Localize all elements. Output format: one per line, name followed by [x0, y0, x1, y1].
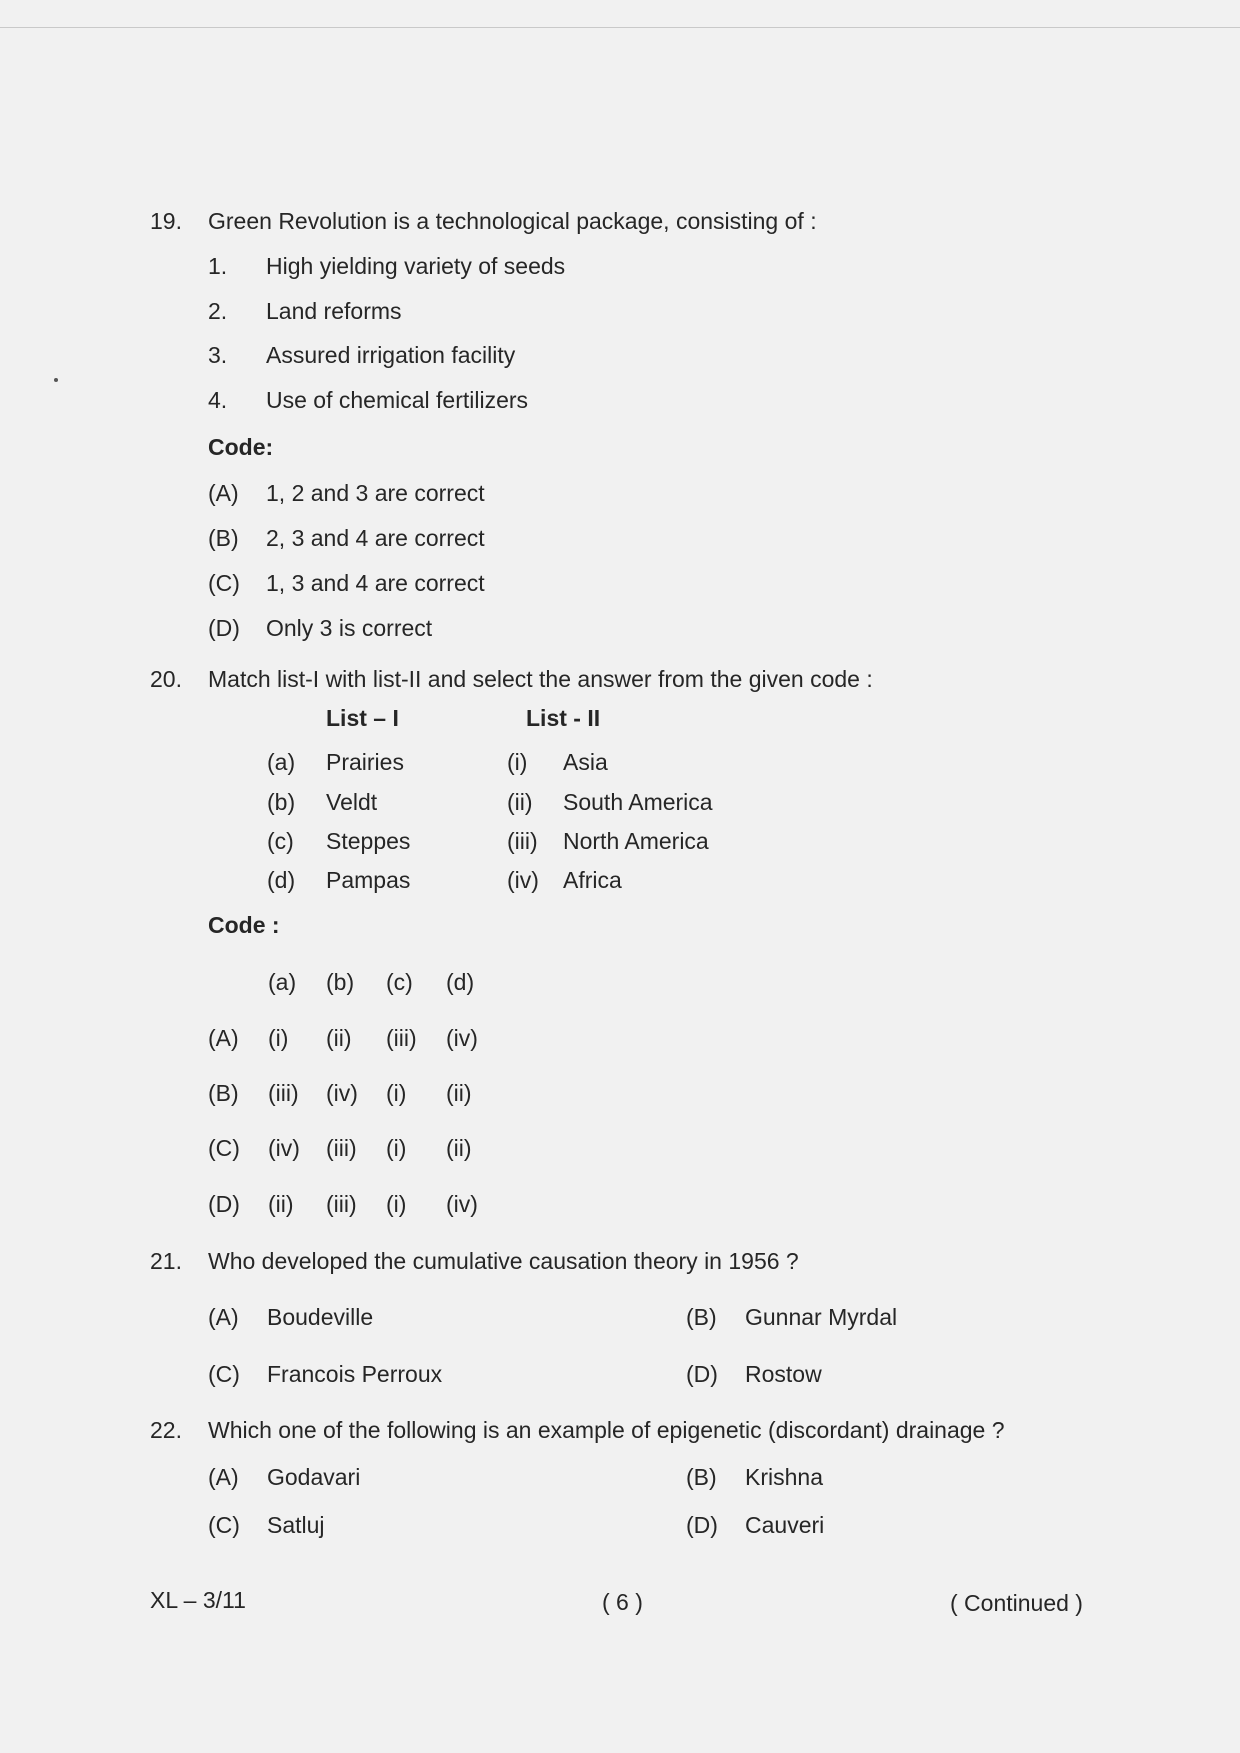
match-row-list2: Africa	[563, 867, 622, 893]
match-row-list2: North America	[563, 828, 709, 854]
question-text: Match list-I with list-II and select the answer from the given code :	[208, 666, 873, 692]
code-cell: (i)	[386, 1080, 407, 1106]
code-cell: (ii)	[446, 1080, 472, 1106]
match-row-list1: Steppes	[326, 828, 411, 854]
option-key: (C)	[208, 570, 240, 596]
code-cell: (ii)	[268, 1191, 294, 1217]
match-row-key: (b)	[267, 789, 296, 815]
option-text: Satluj	[267, 1512, 325, 1538]
list-item-text: Land reforms	[266, 298, 402, 324]
match-row-list1: Pampas	[326, 867, 411, 893]
option-key: (B)	[686, 1304, 717, 1330]
option-key: (D)	[686, 1512, 718, 1538]
paper-code: XL – 3/11	[150, 1587, 246, 1613]
code-row-key: (C)	[208, 1135, 240, 1161]
question-number: 21.	[150, 1248, 182, 1274]
option-text: Cauveri	[745, 1512, 825, 1538]
code-cell: (iv)	[326, 1080, 358, 1106]
option-text: Rostow	[745, 1361, 822, 1387]
option-text: Only 3 is correct	[266, 615, 433, 641]
code-header-cell: (a)	[268, 969, 297, 995]
match-row-roman: (i)	[507, 749, 528, 775]
code-row-key: (B)	[208, 1080, 239, 1106]
code-cell: (iv)	[446, 1025, 478, 1051]
question-number: 20.	[150, 666, 182, 692]
code-cell: (i)	[386, 1191, 407, 1217]
option-text: Gunnar Myrdal	[745, 1304, 898, 1330]
match-row-key: (a)	[267, 749, 296, 775]
option-key: (A)	[208, 480, 239, 506]
code-header-cell: (b)	[326, 969, 355, 995]
code-cell: (iii)	[326, 1191, 357, 1217]
match-row-list2: South America	[563, 789, 713, 815]
option-text: Godavari	[267, 1464, 361, 1490]
option-text: Francois Perroux	[267, 1361, 443, 1387]
code-cell: (iii)	[268, 1080, 299, 1106]
code-cell: (iv)	[446, 1191, 478, 1217]
question-number: 22.	[150, 1417, 182, 1443]
option-text: 2, 3 and 4 are correct	[266, 525, 485, 551]
question-text: Green Revolution is a technological package, consisting of :	[208, 208, 817, 234]
option-key: (C)	[208, 1512, 240, 1538]
question-text: Which one of the following is an example of epigenetic (discordant) drainage ?	[208, 1417, 1005, 1443]
option-text: 1, 2 and 3 are correct	[266, 480, 485, 506]
scan-speck	[54, 378, 58, 382]
code-cell: (iii)	[326, 1135, 357, 1161]
option-text: 1, 3 and 4 are correct	[266, 570, 485, 596]
continued-label: ( Continued )	[950, 1590, 1083, 1616]
option-key: (A)	[208, 1304, 239, 1330]
code-cell: (ii)	[326, 1025, 352, 1051]
option-key: (B)	[208, 525, 239, 551]
match-row-list2: Asia	[563, 749, 608, 775]
option-text: Krishna	[745, 1464, 823, 1490]
match-row-roman: (iii)	[507, 828, 538, 854]
list-item-number: 3.	[208, 342, 228, 368]
match-row-list1: Prairies	[326, 749, 404, 775]
list-item-number: 2.	[208, 298, 228, 324]
match-row-key: (c)	[267, 828, 294, 854]
code-label: Code:	[208, 434, 274, 460]
list-1-header: List – I	[326, 705, 399, 731]
code-cell: (iv)	[268, 1135, 300, 1161]
list-item-text: High yielding variety of seeds	[266, 253, 566, 279]
code-cell: (iii)	[386, 1025, 417, 1051]
match-row-roman: (ii)	[507, 789, 533, 815]
list-item-text: Use of chemical fertilizers	[266, 387, 529, 413]
list-2-header: List - II	[526, 705, 601, 731]
code-cell: (i)	[268, 1025, 289, 1051]
page-top-edge	[0, 27, 1240, 28]
list-item-text: Assured irrigation facility	[266, 342, 516, 368]
question-number: 19.	[150, 208, 182, 234]
list-item-number: 1.	[208, 253, 228, 279]
code-cell: (i)	[386, 1135, 407, 1161]
code-label: Code :	[208, 912, 280, 938]
match-row-roman: (iv)	[507, 867, 539, 893]
list-item-number: 4.	[208, 387, 228, 413]
code-row-key: (A)	[208, 1025, 239, 1051]
code-row-key: (D)	[208, 1191, 240, 1217]
option-key: (A)	[208, 1464, 239, 1490]
code-header-cell: (c)	[386, 969, 413, 995]
option-key: (D)	[208, 615, 240, 641]
page-number: ( 6 )	[602, 1589, 643, 1615]
match-row-key: (d)	[267, 867, 296, 893]
code-cell: (ii)	[446, 1135, 472, 1161]
option-key: (C)	[208, 1361, 240, 1387]
option-key: (D)	[686, 1361, 718, 1387]
option-text: Boudeville	[267, 1304, 374, 1330]
code-header-cell: (d)	[446, 969, 475, 995]
match-row-list1: Veldt	[326, 789, 378, 815]
question-text: Who developed the cumulative causation theory in 1956 ?	[208, 1248, 799, 1274]
option-key: (B)	[686, 1464, 717, 1490]
